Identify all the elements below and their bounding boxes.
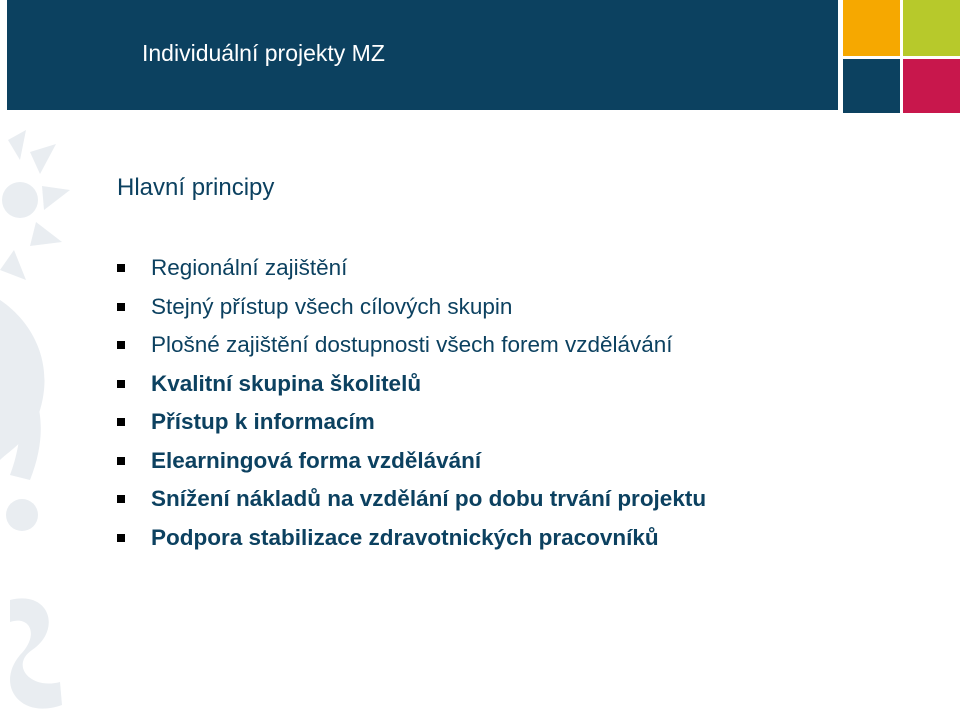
square-bullet-icon xyxy=(117,303,125,311)
square-bullet-icon xyxy=(117,380,125,388)
list-item xyxy=(117,365,706,404)
list-item-text: Plošné zajištění dostupnosti všech forem vzdělávání xyxy=(151,332,673,358)
lime-square-decoration xyxy=(903,0,960,56)
square-bullet-icon xyxy=(117,534,125,542)
square-bullet-icon xyxy=(117,418,125,426)
slide-title: Individuální projekty MZ xyxy=(142,40,385,66)
list-item xyxy=(117,249,706,288)
list-item-text: Stejný přístup všech cílových skupin xyxy=(151,293,513,319)
list-item-text: Snížení nákladů na vzdělání po dobu trvání projektu xyxy=(151,486,707,512)
header-band xyxy=(7,0,838,110)
square-bullet-icon xyxy=(117,341,125,349)
square-bullet-icon xyxy=(117,457,125,465)
list-item-text: Regionální zajištění xyxy=(151,255,348,281)
figure-watermark-icon xyxy=(0,130,90,716)
navy-square-decoration xyxy=(843,59,900,113)
list-item xyxy=(117,519,706,558)
list-item xyxy=(117,403,706,442)
list-item xyxy=(117,480,706,519)
square-bullet-icon xyxy=(117,495,125,503)
list-item xyxy=(117,326,706,365)
orange-square-decoration xyxy=(843,0,900,56)
list-item xyxy=(117,288,706,327)
list-item-text: Přístup k informacím xyxy=(151,409,375,435)
crimson-square-decoration xyxy=(903,59,960,113)
section-subtitle: Hlavní principy xyxy=(117,174,275,201)
list-item-text: Podpora stabilizace zdravotnických pracovníků xyxy=(151,524,659,550)
list-item xyxy=(117,442,706,481)
principles-list xyxy=(117,249,706,557)
list-item-text: Elearningová forma vzdělávání xyxy=(151,447,482,473)
list-item-text: Kvalitní skupina školitelů xyxy=(151,370,422,396)
square-bullet-icon xyxy=(117,264,125,272)
